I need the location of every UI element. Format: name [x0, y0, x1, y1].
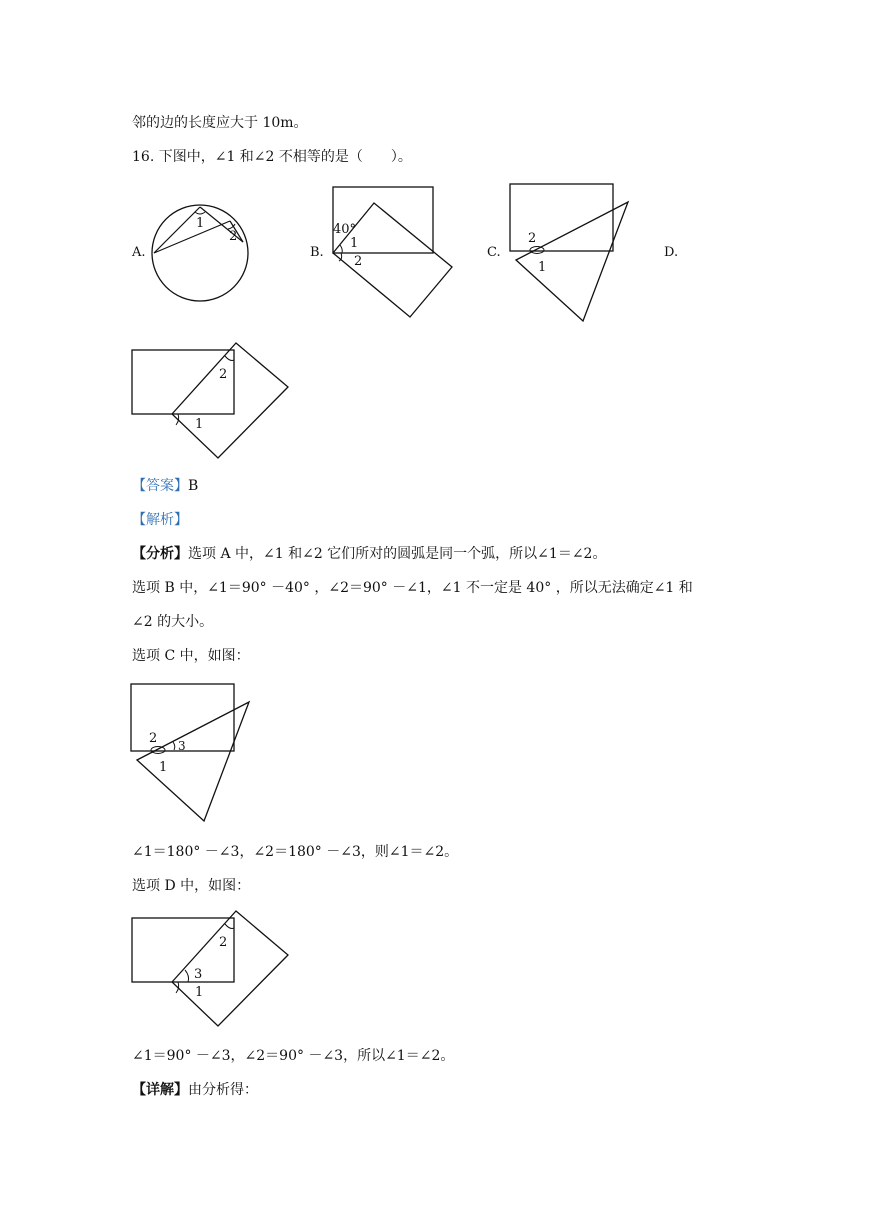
- text-line-1: 邻的边的长度应大于 10m。: [132, 115, 308, 131]
- xiangjie-line: [132, 1081, 258, 1099]
- fig-c-label-2: 2: [528, 231, 537, 246]
- fig-d2-label-2: 2: [219, 935, 228, 950]
- fig-d-label-1: 1: [195, 417, 204, 432]
- figure-option-b: [330, 185, 456, 321]
- figure-c-analysis: [128, 680, 254, 826]
- fig-c-label-1: 1: [538, 260, 547, 275]
- fig-c2-label-2: 2: [149, 731, 158, 746]
- option-d-intro: 选项 D 中，如图：: [132, 878, 251, 894]
- figure-option-a: [150, 204, 280, 304]
- option-d-equation: ∠1＝90° －∠3，∠2＝90° －∠3，所以∠1＝∠2。: [132, 1048, 455, 1064]
- figure-option-c: [507, 180, 633, 326]
- question-16: 16. 下图中，∠1 和∠2 不相等的是（ ）。: [132, 149, 412, 165]
- fig-d-label-2: 2: [219, 367, 228, 382]
- fig-b-label-2: 2: [354, 254, 363, 269]
- option-c-label: C.: [487, 245, 501, 260]
- fig-d2-label-3: 3: [194, 967, 203, 982]
- xiangjie-text: 由分析得：: [188, 1082, 258, 1098]
- answer-value: B: [188, 478, 199, 494]
- fig-a-label-2: 2: [229, 229, 238, 244]
- option-c-intro: 选项 C 中，如图：: [132, 648, 250, 664]
- figure-option-d: [130, 340, 290, 462]
- fig-c2-label-3: 3: [178, 739, 186, 753]
- answer-tag: 【答案】: [132, 478, 188, 494]
- option-c-equation: ∠1＝180° －∠3，∠2＝180° －∠3，则∠1＝∠2。: [132, 844, 459, 860]
- figure-d-analysis: [130, 908, 290, 1030]
- option-a-label: A.: [132, 245, 146, 260]
- xiangjie-tag: 【详解】: [132, 1082, 188, 1098]
- option-b-analysis-1: 选项 B 中，∠1＝90° －40° ，∠2＝90° －∠1，∠1 不一定是 40° ，所以无法确定∠1 和: [132, 580, 693, 596]
- fig-c2-label-1: 1: [159, 760, 168, 775]
- fenxi-tag: 【分析】: [132, 546, 188, 562]
- fenxi-text: 选项 A 中，∠1 和∠2 它们所对的圆弧是同一个弧，所以∠1＝∠2。: [188, 546, 607, 562]
- fig-b-label-40: 40°: [333, 222, 357, 237]
- option-b-analysis-2: ∠2 的大小。: [132, 614, 214, 630]
- option-d-label: D.: [664, 245, 679, 260]
- fig-a-label-1: 1: [196, 216, 205, 231]
- fenxi-line: [132, 545, 606, 563]
- fig-d2-label-1: 1: [195, 985, 204, 1000]
- jiexi-tag: 【解析】: [132, 512, 188, 528]
- answer-line: [132, 477, 198, 495]
- option-b-label: B.: [310, 245, 324, 260]
- fig-b-label-1: 1: [350, 236, 359, 251]
